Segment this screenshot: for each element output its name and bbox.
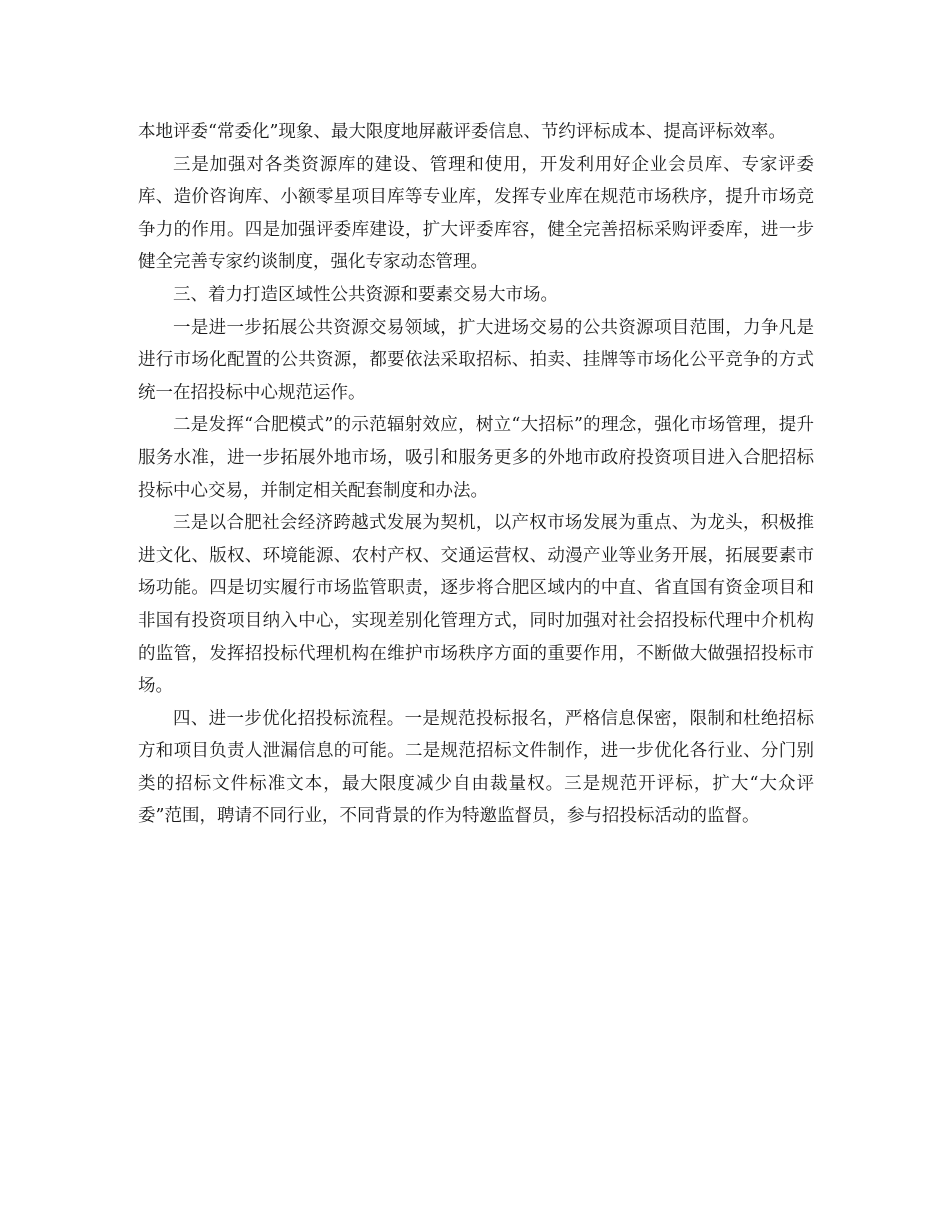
paragraph-optimize-process: 四、进一步优化招投标流程。一是规范投标报名，严格信息保密，限制和杜绝招标方和项目负责人泄漏信息的可能。二是规范招标文件制作，进一步优化各行业、分门别类的招标文件标准文本，最大限度减少自由裁量权。三是规范开评标，扩大“大众评委”范围，聘请不同行业，不同背景的作为特邀监督员，参与招投标活动的监督。 — [138, 708, 814, 827]
section-heading-three: 三、着力打造区域性公共资源和要素交易大市场。 — [173, 284, 558, 305]
paragraph-resource-library: 三是加强对各类资源库的建设、管理和使用，开发利用好企业会员库、专家评委库、造价咨询库、小额零星项目库等专业库，发挥专业库在规范市场秩序，提升市场竞争力的作用。四是加强评委库建设，扩大评委库容，健全完善招标采购评委库，进一步健全完善专家约谈制度，强化专家动态管理。 — [138, 154, 814, 273]
paragraph-continued: 本地评委“常委化”现象、最大限度地屏蔽评委信息、节约评标成本、提高评标效率。 — [138, 122, 786, 142]
document-body — [138, 116, 814, 833]
paragraph-expand-trading: 一是进一步拓展公共资源交易领域，扩大进场交易的公共资源项目范围，力争凡是进行市场化配置的公共资源，都要依法采取招标、拍卖、挂牌等市场化公平竞争的方式统一在招投标中心规范运作。 — [138, 317, 814, 403]
paragraph-property-market: 三是以合肥社会经济跨越式发展为契机，以产权市场发展为重点、为龙头，积极推进文化、版权、环境能源、农村产权、交通运营权、动漫产业等业务开展，拓展要素市场功能。四是切实履行市场监管职责，逐步将合肥区域内的中直、省直国有资金项目和非国有投资项目纳入中心，实现差别化管理方式，同时加强对社会招投标代理中介机构的监管，发挥招投标代理机构在维护市场秩序方面的重要作用，不断做大做强招投标市场。 — [138, 513, 814, 697]
paragraph-hefei-model: 二是发挥“合肥模式”的示范辐射效应，树立“大招标”的理念，强化市场管理，提升服务水准，进一步拓展外地市场，吸引和服务更多的外地市政府投资项目进入合肥招标投标中心交易，并制定相关配套制度和办法。 — [138, 415, 814, 501]
